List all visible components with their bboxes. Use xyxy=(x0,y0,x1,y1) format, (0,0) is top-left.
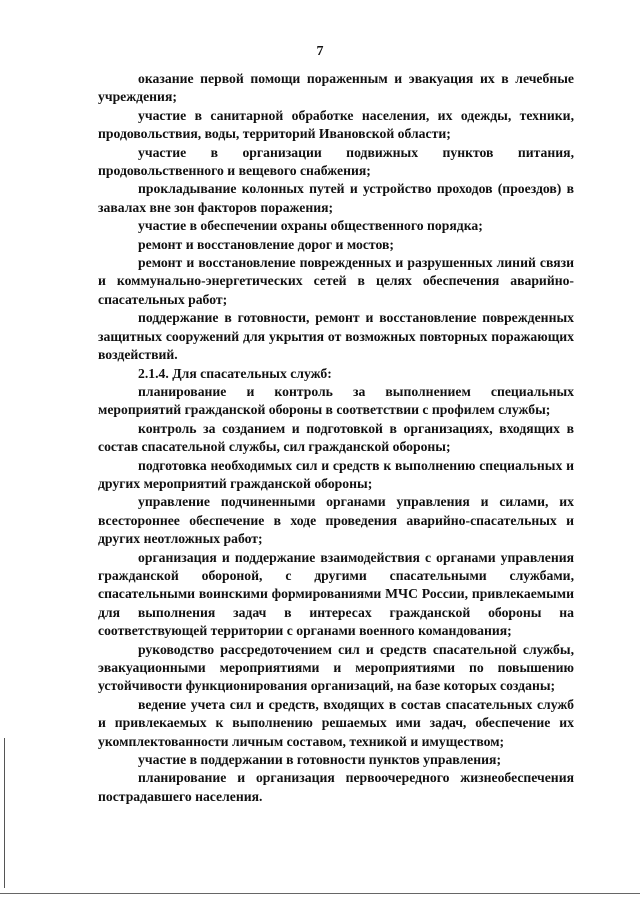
section-heading-2-1-4: 2.1.4. Для спасательных служб: xyxy=(138,365,332,381)
paragraph-column-routes: прокладывание колонных путей и устройство проходов (проездов) в завалах вне зон факторов поражения; xyxy=(98,181,574,215)
paragraph-first-aid: оказание первой помощи пораженным и эвакуация их в лечебные учреждения; xyxy=(98,71,574,105)
paragraph-food-points: участие в организации подвижных пунктов питания, продовольственного и вещевого снабжения; xyxy=(98,144,574,179)
paragraph-accounting: ведение учета сил и средств, входящих в состав спасательных служб и привлекаемых к выполнению решаемых ими задач, обеспечение их укомплектованности личным составом, техникой и имуществом; xyxy=(98,696,574,749)
paragraph-interaction: организация и поддержание взаимодействия с органами управления гражданской обороной, с другими спасательными службами, спасательными воинскими формированиями МЧС России, привлекаемыми для выполнения задач в интересах гражданской обороны на соответствующей территории с органами военного командования; xyxy=(98,549,574,639)
paragraph-forces-creation: контроль за созданием и подготовкой в организациях, входящих в состав спасательной службы, сил гражданской обороны; xyxy=(98,420,574,455)
paragraph-dispersal: руководство рассредоточением сил и средств спасательной службы, эвакуационными мероприятиями и мероприятиями по повышению устойчивости функционирования организаций, на базе которых созданы; xyxy=(98,641,574,694)
paragraph-control-points: участие в поддержании в готовности пунктов управления; xyxy=(138,752,501,768)
document-body xyxy=(98,70,574,806)
paragraph-management: управление подчиненными органами управления и силами, их всестороннее обеспечение в ходе проведения аварийно-спасательных и других неотложных работ; xyxy=(98,494,574,547)
paragraph-communication-lines: ремонт и восстановление поврежденных и разрушенных линий связи и коммунально-энергетических сетей в целях обеспечения аварийно-спасательных работ; xyxy=(98,255,574,307)
page-number: 7 xyxy=(316,44,324,59)
paragraph-roads-bridges: ремонт и восстановление дорог и мостов; xyxy=(138,236,394,252)
paragraph-public-order: участие в обеспечении охраны общественного порядка; xyxy=(138,218,483,234)
scan-edge-bottom xyxy=(0,893,640,894)
paragraph-sanitary-treatment: участие в санитарной обработке населения, их одежды, техники, продовольствия, воды, территорий Ивановской области; xyxy=(98,107,574,142)
paragraph-forces-preparation: подготовка необходимых сил и средств к выполнению специальных и других мероприятий гражданской обороны; xyxy=(98,457,574,491)
paragraph-planning-control: планирование и контроль за выполнением специальных мероприятий гражданской обороны в соответствии с профилем службы; xyxy=(98,383,574,418)
paragraph-protective-structures: поддержание в готовности, ремонт и восстановление поврежденных защитных сооружений для укрытия от возможных повторных поражающих воздействий. xyxy=(98,310,574,363)
paragraph-life-support: планирование и организация первоочередного жизнеобеспечения пострадавшего населения. xyxy=(98,770,574,804)
scan-edge-left xyxy=(4,738,5,888)
